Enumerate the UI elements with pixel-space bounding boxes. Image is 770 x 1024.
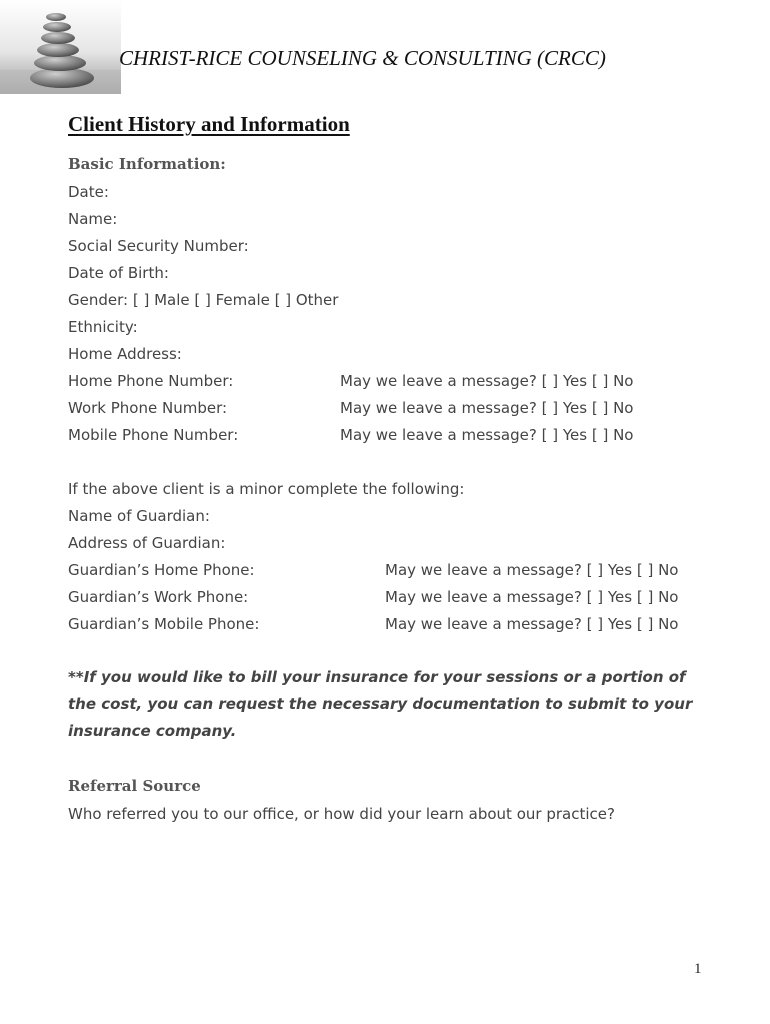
guardian-work-phone-label: Guardian’s Work Phone: [68,588,249,606]
referral-question: Who referred you to our office, or how did your learn about our practice? [68,805,615,823]
name-field-label: Name: [68,210,118,228]
guardian-address-field-label: Address of Guardian: [68,534,226,552]
home-phone-field-label: Home Phone Number: [68,372,234,390]
guardian-home-phone-label: Guardian’s Home Phone: [68,561,255,579]
page-number: 1 [694,961,702,977]
document-title: Client History and Information [68,112,350,136]
ssn-field-label: Social Security Number: [68,237,249,255]
dob-field-label: Date of Birth: [68,264,169,282]
work-phone-message-prompt: May we leave a message? [ ] Yes [ ] No [340,399,634,417]
insurance-note: **If you would like to bill your insurance for your sessions or a portion of the cost, you can request the necessary documentation to submit to your insurance company. [68,668,693,740]
home-address-field-label: Home Address: [68,345,182,363]
gender-options: Gender: [ ] Male [ ] Female [ ] Other [68,291,339,309]
guardian-mobile-phone-message-prompt: May we leave a message? [ ] Yes [ ] No [385,615,679,633]
mobile-phone-field-label: Mobile Phone Number: [68,426,239,444]
guardian-mobile-phone-label: Guardian’s Mobile Phone: [68,615,260,633]
work-phone-field-label: Work Phone Number: [68,399,228,417]
date-field-label: Date: [68,183,109,201]
guardian-name-field-label: Name of Guardian: [68,507,210,525]
referral-heading: Referral Source [68,777,201,795]
guardian-intro: If the above client is a minor complete the following: [68,480,465,498]
organization-title: CHRIST-RICE COUNSELING & CONSULTING (CRCC) [119,46,606,70]
home-phone-message-prompt: May we leave a message? [ ] Yes [ ] No [340,372,634,390]
guardian-work-phone-message-prompt: May we leave a message? [ ] Yes [ ] No [385,588,679,606]
ethnicity-field-label: Ethnicity: [68,318,138,336]
guardian-home-phone-message-prompt: May we leave a message? [ ] Yes [ ] No [385,561,679,579]
basic-info-heading: Basic Information: [68,155,226,173]
stacked-stones-logo [0,0,121,94]
mobile-phone-message-prompt: May we leave a message? [ ] Yes [ ] No [340,426,634,444]
